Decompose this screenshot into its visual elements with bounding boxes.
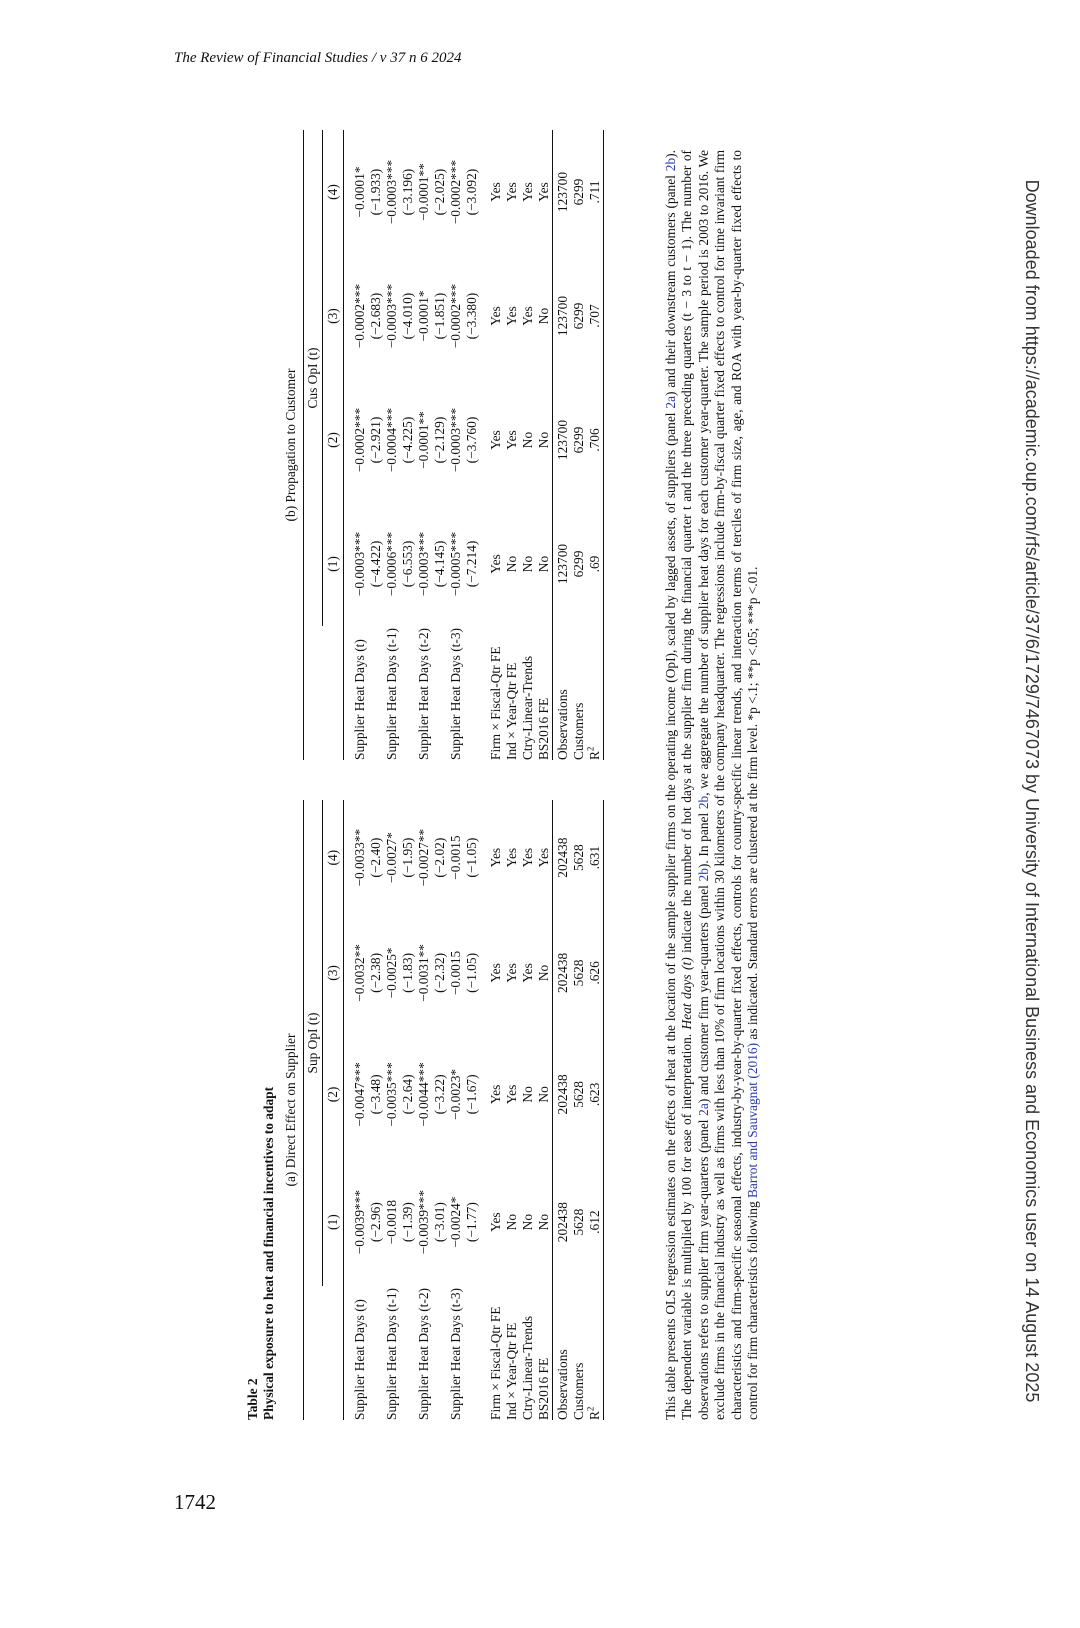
empty-cell: [368, 1286, 384, 1420]
row-label: Supplier Heat Days (t): [352, 1299, 367, 1420]
panel-b-coef-row: [448, 130, 464, 760]
coefficient-cell: −0.0002***: [448, 283, 463, 349]
coefficient-cell: −0.0027*: [384, 832, 399, 884]
coefficient-cell: −0.0015: [448, 835, 463, 880]
column-header: (3): [323, 254, 344, 378]
superscript-2: 2: [585, 746, 596, 752]
panel-b-coef-row: [352, 130, 368, 760]
row-label: Ind × Year-Qtr FE: [504, 1322, 519, 1420]
tstat-cell: (−1.77): [464, 1202, 479, 1243]
tstat-cell: (−1.933): [368, 168, 383, 216]
stat-label: Observations: [555, 689, 570, 760]
fe-cell: No: [536, 431, 551, 449]
fe-cell: No: [536, 555, 551, 573]
row-label: Firm × Fiscal-Qtr FE: [488, 1306, 503, 1420]
note-link-panel-2b[interactable]: 2b: [695, 868, 711, 882]
coefficient-cell: −0.0027**: [416, 828, 431, 887]
coefficient-cell: −0.0003***: [416, 531, 431, 597]
note-text-3: ). The dependent variable is multiplied by 100 for ease of interpretation.: [663, 150, 695, 1420]
coefficient-cell: −0.0024*: [448, 1196, 463, 1248]
fe-cell: Yes: [520, 963, 535, 983]
column-header: (4): [323, 800, 344, 915]
row-label: [571, 626, 587, 760]
panel-a-fe-row: [520, 800, 536, 1420]
panel-a-tstat-row: [400, 800, 416, 1420]
stat-label: R: [587, 751, 602, 760]
panel-a-coef-row: [448, 800, 464, 1420]
coefficient-cell: −0.0001*: [352, 166, 367, 218]
empty-cell: [400, 1286, 416, 1420]
row-label: [587, 626, 604, 760]
stat-cell: .706: [587, 378, 604, 502]
panel-a-dep-var: Sup OpI (t): [304, 800, 323, 1286]
fe-cell: No: [504, 555, 519, 573]
stat-cell: 202438: [553, 915, 572, 1030]
row-label: Supplier Heat Days (t): [352, 639, 367, 760]
fe-cell: No: [536, 1086, 551, 1103]
table-note: [663, 150, 761, 1420]
spacer-cell: [344, 130, 353, 760]
fe-cell: No: [520, 431, 535, 449]
tstat-cell: (−1.39): [400, 1202, 415, 1243]
tstat-cell: (−1.67): [464, 1074, 479, 1115]
tstat-cell: (−2.40): [368, 837, 383, 878]
empty-cell: [323, 1286, 344, 1420]
coefficient-cell: −0.0031**: [416, 944, 431, 1002]
panel-a-column-headers: [323, 800, 344, 1420]
panel-a-coef-row: [352, 800, 368, 1420]
panel-a-tstat-row: [464, 800, 480, 1420]
row-label: BS2016 FE: [536, 1357, 551, 1420]
panel-a-stat-row: [553, 800, 572, 1420]
note-text-4: indicate the number of hot days at the supplier firm during the financial quarter t and the three preceding quarters (t − 3 to t − 1). The number of observations refers to supplier firm year-quarters (panel: [679, 150, 711, 1420]
coefficient-cell: −0.0015: [448, 950, 463, 996]
stat-cell: 6299: [571, 302, 586, 330]
row-label: Supplier Heat Days (t-1): [384, 1287, 399, 1420]
fe-cell: Yes: [488, 554, 503, 574]
coefficient-cell: −0.0006***: [384, 531, 399, 597]
row-label: Ctry-Linear-Trends: [520, 1315, 535, 1420]
empty-cell: [304, 626, 323, 760]
stat-cell: .631: [587, 800, 604, 915]
fe-cell: No: [520, 1086, 535, 1103]
panel-b-table: [304, 130, 604, 760]
panel-a-fe-row: [504, 800, 520, 1420]
stat-cell: 123700: [553, 254, 572, 378]
tstat-cell: (−4.010): [400, 292, 415, 340]
row-label: [553, 626, 572, 760]
fe-cell: Yes: [504, 847, 519, 868]
tstat-cell: (−3.380): [464, 292, 479, 340]
coefficient-cell: −0.0039***: [352, 1189, 367, 1255]
coefficient-cell: −0.0023*: [448, 1068, 463, 1120]
stat-cell: 6299: [571, 426, 586, 454]
fe-cell: Yes: [536, 182, 551, 202]
stat-cell: 123700: [553, 378, 572, 502]
coefficient-cell: −0.0044***: [416, 1062, 431, 1127]
empty-cell: [432, 1286, 448, 1420]
stat-cell: 5628: [571, 844, 586, 872]
coefficient-cell: −0.0004***: [384, 407, 399, 473]
stat-cell: 5628: [571, 959, 586, 987]
empty-cell: [368, 626, 384, 760]
panel-b-tstat-row: [400, 130, 416, 760]
empty-cell: [464, 1286, 480, 1420]
panel-b-column-headers: [323, 130, 344, 760]
stat-cell: 123700: [553, 502, 572, 626]
empty-cell: [400, 626, 416, 760]
stat-cell: 123700: [553, 130, 572, 254]
fe-cell: Yes: [488, 182, 503, 202]
page-number: 1742: [174, 1490, 216, 1514]
panel-a-stat-row: [587, 800, 604, 1420]
tstat-cell: (−4.225): [400, 416, 415, 464]
tstat-cell: (−1.05): [464, 952, 479, 993]
coefficient-cell: −0.0002***: [448, 159, 463, 225]
coefficient-cell: −0.0039***: [416, 1189, 431, 1255]
stat-cell: .623: [587, 1031, 604, 1159]
stat-cell: 6299: [571, 178, 586, 206]
fe-cell: No: [536, 1213, 551, 1231]
panel-b-fe-row: [488, 130, 504, 760]
panel-b-tstat-row: [432, 130, 448, 760]
table-title: Physical exposure to heat and financial incentives to adapt: [261, 1086, 276, 1420]
tstat-cell: (−1.83): [400, 952, 415, 993]
coefficient-cell: −0.0003***: [352, 531, 367, 597]
column-header: (1): [323, 502, 344, 626]
panel-a-tstat-row: [432, 800, 448, 1420]
panel-a-title: (a) Direct Effect on Supplier: [283, 1033, 298, 1187]
fe-cell: Yes: [504, 963, 519, 983]
note-link-panel-2a[interactable]: 2a: [695, 1103, 711, 1116]
panel-a-coef-row: [416, 800, 432, 1420]
row-label: Supplier Heat Days (t-2): [416, 1287, 431, 1420]
coefficient-cell: −0.0002***: [352, 407, 367, 473]
spacer-row: [344, 130, 353, 760]
panel-b-tstat-row: [368, 130, 384, 760]
stat-cell: 5628: [571, 1081, 586, 1108]
row-label: Supplier Heat Days (t-2): [416, 627, 431, 760]
empty-cell: [432, 626, 448, 760]
spacer-row: [480, 800, 488, 1420]
fe-cell: Yes: [488, 306, 503, 326]
fe-cell: Yes: [536, 847, 551, 868]
stat-cell: .612: [587, 1158, 604, 1286]
row-label: Supplier Heat Days (t-1): [384, 627, 399, 760]
fe-cell: No: [504, 1213, 519, 1231]
panel-b-coef-row: [384, 130, 400, 760]
stat-label: R: [587, 1411, 602, 1420]
column-header: (4): [323, 130, 344, 254]
row-label: [571, 1286, 587, 1420]
coefficient-cell: −0.0025*: [384, 947, 399, 999]
stat-cell: .711: [587, 130, 604, 254]
table-number: Table 2: [245, 1378, 260, 1420]
note-link-panel-2b[interactable]: 2b: [663, 157, 678, 172]
spacer-row: [480, 130, 488, 760]
panel-a-table: [304, 800, 604, 1420]
tstat-cell: (−3.48): [368, 1074, 383, 1115]
column-header: (3): [323, 915, 344, 1030]
tstat-cell: (−3.22): [432, 1074, 447, 1115]
coefficient-cell: −0.0018: [384, 1199, 399, 1245]
spacer-row: [344, 800, 353, 1420]
coefficient-cell: −0.0002***: [352, 283, 367, 349]
coefficient-cell: −0.0032**: [352, 944, 367, 1002]
tstat-cell: (−2.02): [432, 837, 447, 878]
column-header: (2): [323, 1031, 344, 1159]
tstat-cell: (−7.214): [464, 540, 479, 588]
panel-a: [283, 800, 604, 1420]
panel-b: [283, 130, 604, 760]
panel-b-group-header: [304, 130, 323, 760]
panel-a-group-header: [304, 800, 323, 1420]
row-label: Firm × Fiscal-Qtr FE: [488, 646, 503, 760]
stat-label: Observations: [555, 1349, 570, 1420]
note-text-6: ). In panel: [695, 809, 711, 869]
download-notice: Downloaded from https://academic.oup.com/rfs/article/37/6/1729/7467073 by University of International Business and Economics user on 14 August 2025: [1022, 179, 1042, 1403]
spacer-cell: [344, 800, 353, 1420]
fe-cell: Yes: [488, 1212, 503, 1232]
spacer-cell: [480, 130, 488, 760]
note-italic-heat-days: Heat days (t): [679, 957, 695, 1030]
column-header: (2): [323, 378, 344, 502]
empty-cell: [323, 626, 344, 760]
coefficient-cell: −0.0001*: [416, 290, 431, 342]
coefficient-cell: −0.0047***: [352, 1062, 367, 1127]
tstat-cell: (−3.196): [400, 168, 415, 216]
panel-b-title: (b) Propagation to Customer: [283, 368, 298, 522]
fe-cell: No: [520, 1213, 535, 1231]
row-label: Supplier Heat Days (t-3): [448, 627, 463, 760]
note-text-1: This table presents OLS regression estimates on the effects of heat at the location of the sample supplier firms on the operating income (OpI), scaled by lagged assets, of suppliers (panel: [663, 408, 678, 1420]
tstat-cell: (−1.851): [432, 292, 447, 340]
panel-a-fe-row: [488, 800, 504, 1420]
panel-b-tstat-row: [464, 130, 480, 760]
coefficient-cell: −0.0005***: [448, 531, 463, 597]
stat-cell: .626: [587, 915, 604, 1030]
row-label: BS2016 FE: [536, 697, 551, 760]
panel-a-stat-row: [571, 800, 587, 1420]
note-text-5: ) and customer firm year-quarters (panel: [695, 881, 711, 1104]
tstat-cell: (−2.025): [432, 168, 447, 216]
coefficient-cell: −0.0033**: [352, 828, 367, 887]
stat-cell: .707: [587, 254, 604, 378]
note-link-barrot-sauvagnat[interactable]: Barrot and Sauvagnat (2016): [745, 1042, 761, 1198]
fe-cell: Yes: [488, 963, 503, 983]
panel-b-coef-row: [416, 130, 432, 760]
stat-cell: .69: [587, 502, 604, 626]
fe-cell: Yes: [488, 430, 503, 450]
stat-label: Customers: [571, 702, 586, 760]
coefficient-cell: −0.0001**: [416, 163, 431, 221]
tstat-cell: (−1.05): [464, 837, 479, 878]
tstat-cell: (−6.553): [400, 540, 415, 588]
tstat-cell: (−2.32): [432, 952, 447, 993]
fe-cell: No: [536, 964, 551, 982]
panel-b-dep-var: Cus OpI (t): [304, 130, 323, 626]
panel-b-fe-row: [504, 130, 520, 760]
empty-cell: [464, 626, 480, 760]
note-link-panel-2b[interactable]: 2b: [695, 795, 711, 810]
stat-cell: 6299: [571, 550, 586, 578]
tstat-cell: (−3.01): [432, 1202, 447, 1243]
tstat-cell: (−3.092): [464, 168, 479, 216]
tstat-cell: (−2.64): [400, 1074, 415, 1115]
fe-cell: Yes: [504, 306, 519, 326]
running-header: The Review of Financial Studies / v 37 n 6 2024: [174, 50, 462, 66]
stat-cell: 202438: [553, 1158, 572, 1286]
tstat-cell: (−2.38): [368, 952, 383, 993]
row-label: Ctry-Linear-Trends: [520, 655, 535, 760]
tstat-cell: (−2.129): [432, 416, 447, 464]
panel-b-fe-row: [536, 130, 553, 760]
fe-cell: Yes: [520, 306, 535, 326]
stat-label: Customers: [571, 1362, 586, 1420]
panel-b-fe-row: [520, 130, 536, 760]
superscript-2: 2: [585, 1406, 596, 1412]
panel-a-tstat-row: [368, 800, 384, 1420]
row-label: [553, 1286, 572, 1420]
row-label: Ind × Year-Qtr FE: [504, 662, 519, 760]
coefficient-cell: −0.0035***: [384, 1062, 399, 1127]
column-header: (1): [323, 1158, 344, 1286]
tstat-cell: (−2.683): [368, 292, 383, 340]
fe-cell: Yes: [520, 847, 535, 868]
stat-cell: 202438: [553, 1031, 572, 1159]
row-label: [587, 1286, 604, 1420]
fe-cell: No: [536, 307, 551, 325]
panel-b-stat-row: [587, 130, 604, 760]
tstat-cell: (−4.145): [432, 540, 447, 588]
panel-a-coef-row: [384, 800, 400, 1420]
row-label: Supplier Heat Days (t-3): [448, 1287, 463, 1420]
fe-cell: Yes: [520, 182, 535, 202]
tstat-cell: (−4.422): [368, 540, 383, 588]
stat-cell: 5628: [571, 1208, 586, 1236]
panel-b-stat-row: [571, 130, 587, 760]
tstat-cell: (−3.760): [464, 416, 479, 464]
fe-cell: Yes: [488, 1084, 503, 1105]
fe-cell: Yes: [504, 182, 519, 202]
coefficient-cell: −0.0003***: [384, 283, 399, 349]
note-link-panel-2a[interactable]: 2a: [663, 395, 678, 409]
fe-cell: Yes: [488, 847, 503, 868]
fe-cell: Yes: [504, 430, 519, 450]
note-text-8: as indicated. Standard errors are clustered at the firm level. *p <.1; **p <.05; ***p <.01.: [745, 566, 761, 1043]
fe-cell: No: [520, 555, 535, 573]
coefficient-cell: −0.0003***: [384, 159, 399, 225]
tstat-cell: (−2.921): [368, 416, 383, 464]
rotated-table-block: [245, 130, 855, 1420]
fe-cell: Yes: [504, 1084, 519, 1105]
coefficient-cell: −0.0001**: [416, 411, 431, 469]
tstat-cell: (−1.95): [400, 837, 415, 878]
note-text-2: ) and their downstream customers (panel: [663, 171, 678, 396]
panel-a-fe-row: [536, 800, 553, 1420]
spacer-cell: [480, 800, 488, 1420]
empty-cell: [304, 1286, 323, 1420]
coefficient-cell: −0.0003***: [448, 407, 463, 473]
stat-cell: 202438: [553, 800, 572, 915]
tstat-cell: (−2.96): [368, 1202, 383, 1243]
panel-b-stat-row: [553, 130, 572, 760]
note-text-7: , we aggregate the number of supplier heat days for each customer year-quarter. The sample period is 2003 to 2016. We exclude firms in the financial industry as well as firms with less than 10% of firm locations within 30 kilometers of the company headquarter. The regressions include firm-by-fiscal quarter fixed effects to control for time invariant firm characteristics and firm-specific seasonal effects, industry-by-year-by-quarter fixed effects, controls for country-specific linear trends, and interaction terms of terciles of firm size, age, and ROA with year-by-quarter fixed effects to control for firm characteristics following: [695, 150, 761, 1420]
